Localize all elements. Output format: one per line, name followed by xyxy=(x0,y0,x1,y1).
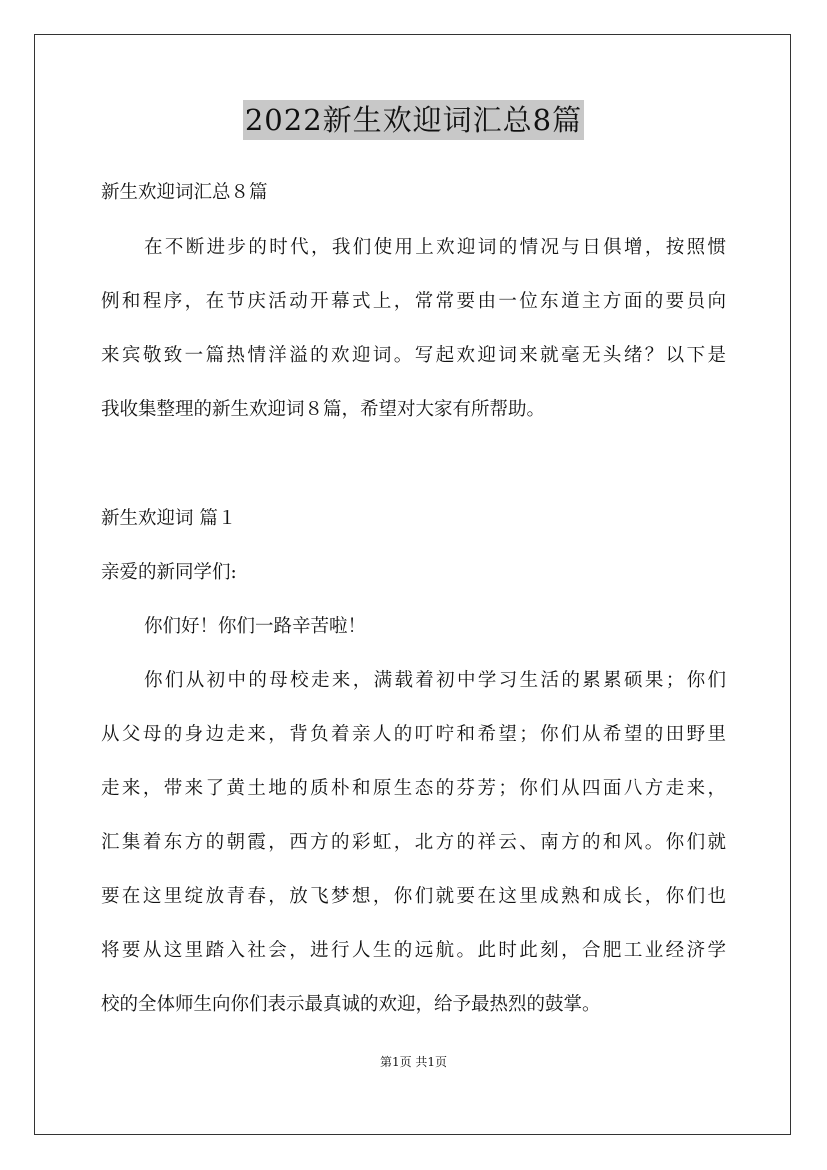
intro-line: 来宾敬致一篇热情洋溢的欢迎词。写起欢迎词来就毫无头绪？以下是 xyxy=(101,345,726,366)
intro-line: 我收集整理的新生欢迎词８篇，希望对大家有所帮助。 xyxy=(101,399,546,420)
page-number-label: 第1页 共1页 xyxy=(379,1055,448,1069)
body-line: 将要从这里踏入社会，进行人生的远航。此时此刻，合肥工业经济学 xyxy=(101,940,726,961)
intro-line: 在不断进步的时代，我们使用上欢迎词的情况与日俱增，按照惯 xyxy=(144,237,726,258)
body-line: 你们从初中的母校走来，满载着初中学习生活的累累硕果；你们 xyxy=(144,670,726,691)
document-title: 2022新生欢迎词汇总8篇 xyxy=(243,100,584,140)
body-line: 从父母的身边走来，背负着亲人的叮咛和希望；你们从希望的田野里 xyxy=(101,724,726,745)
body-line: 要在这里绽放青春，放飞梦想，你们就要在这里成熟和成长，你们也 xyxy=(101,886,726,907)
title-container xyxy=(0,100,827,140)
intro-line: 例和程序，在节庆活动开幕式上，常常要由一位东道主方面的要员向 xyxy=(101,291,726,312)
body-line: 校的全体师生向你们表示最真诚的欢迎，给予最热烈的鼓掌。 xyxy=(101,994,601,1015)
body-line: 汇集着东方的朝霞，西方的彩虹，北方的祥云、南方的和风。你们就 xyxy=(101,832,726,853)
salutation: 亲爱的新同学们: xyxy=(101,562,237,583)
document-subtitle: 新生欢迎词汇总８篇 xyxy=(101,182,268,203)
greeting: 你们好！你们一路辛苦啦！ xyxy=(144,616,367,637)
section-heading: 新生欢迎词 篇１ xyxy=(101,508,237,529)
page-number-footer xyxy=(0,1054,827,1070)
body-line: 走来，带来了黄土地的质朴和原生态的芬芳；你们从四面八方走来， xyxy=(101,778,726,799)
